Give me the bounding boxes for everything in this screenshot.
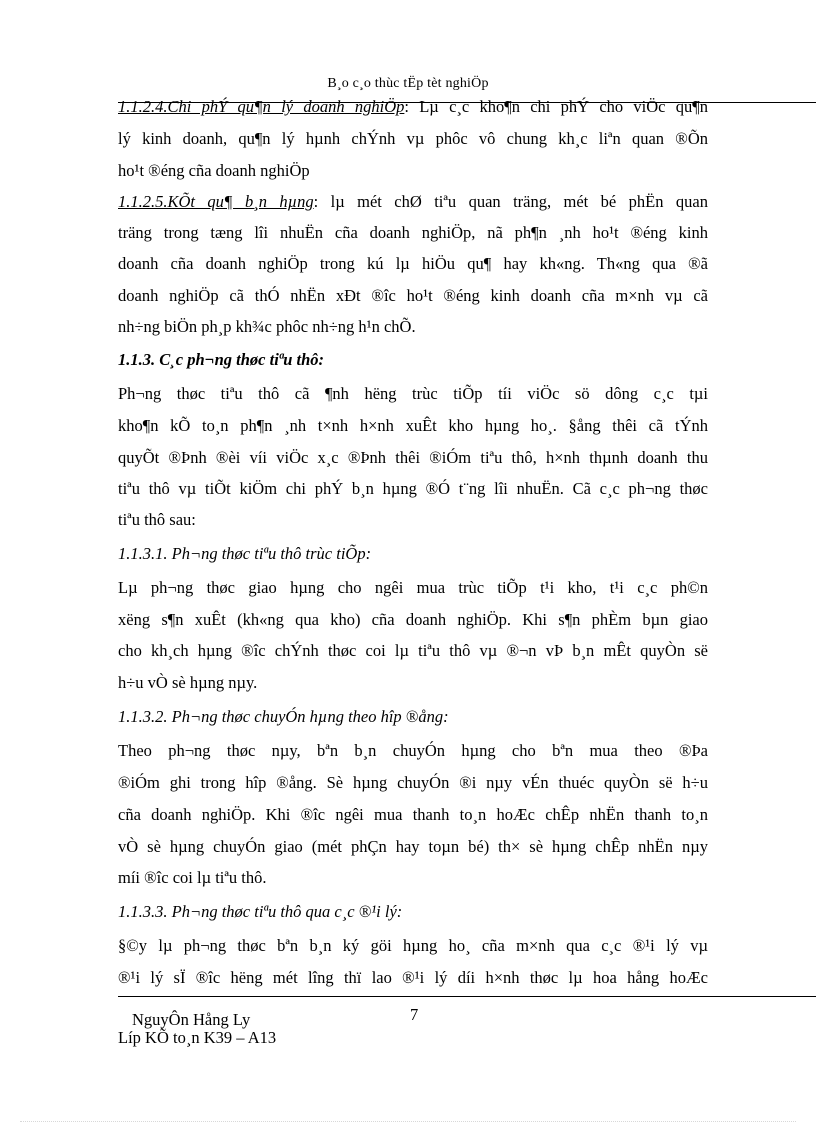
text-line bbox=[118, 478, 708, 500]
text-run: cña doanh nghiÖp. Khi ®îc ngêi mua thanh to¸n hoÆc chÊp nhËn thanh to¸n bbox=[118, 805, 708, 824]
text-run: lý kinh doanh, qu¶n lý hµnh chÝnh vµ phôc vô chung kh¸c liªn quan ®Õn bbox=[118, 129, 708, 148]
text-line bbox=[118, 191, 708, 213]
text-line bbox=[118, 867, 708, 889]
text-line bbox=[118, 383, 708, 405]
text-run: ®¹i lý sÏ ®îc hëng mét lîng thï lao ®¹i lý díi h×nh thøc lµ hoa hång hoÆc bbox=[118, 968, 708, 987]
text-line bbox=[118, 577, 708, 599]
text-line bbox=[118, 672, 708, 694]
text-run: Lµ ph¬ng thøc giao hµng cho ngêi mua trùc tiÕp t¹i kho, t¹i c¸c ph©n bbox=[118, 578, 708, 597]
page-number: 7 bbox=[410, 1005, 419, 1024]
author-name: NguyÔn Hång Ly bbox=[132, 1010, 251, 1029]
text-run: xëng s¶n xuÊt (kh«ng qua kho) cña doanh nghiÖp. Khi s¶n phÈm bµn giao bbox=[118, 610, 708, 629]
text-run: 1.1.2.5.KÕt qu¶ b¸n hµng bbox=[118, 192, 314, 211]
text-run: h÷u vÒ sè hµng nµy. bbox=[118, 673, 258, 692]
text-run: quyÕt ®Þnh ®èi víi viÖc x¸c ®Þnh thêi ®iÓm tiªu thô, h×nh thµnh doanh thu bbox=[118, 448, 708, 467]
text-run: nh÷ng biÖn ph¸p kh¾c phôc nh÷ng h¹n chÕ. bbox=[118, 317, 416, 336]
text-line bbox=[118, 836, 708, 858]
text-run: vÒ sè hµng chuyÓn giao (mét phÇn hay toµn bé) th× sè hµng chÊp nhËn nµy bbox=[118, 837, 708, 856]
text-line bbox=[118, 160, 708, 182]
text-run: tiªu thô sau: bbox=[118, 510, 196, 529]
text-run: Theo ph¬ng thøc nµy, bªn b¸n chuyÓn hµng cho bªn mua theo ®Þa bbox=[118, 741, 708, 760]
text-line bbox=[118, 447, 708, 469]
text-line bbox=[118, 285, 708, 307]
text-line bbox=[118, 316, 708, 338]
text-run: träng trong tæng lîi nhuËn cña doanh nghiÖp, nã ph¶n ¸nh ho¹t ®éng kinh bbox=[118, 223, 708, 242]
text-run: míi ®îc coi lµ tiªu thô. bbox=[118, 868, 267, 887]
text-run: doanh cña doanh nghiÖp trong kú lµ hiÖu qu¶ hay kh«ng. Th«ng qua ®ã bbox=[118, 254, 708, 273]
class-label: Líp KÕ to¸n K39 – A13 bbox=[118, 1028, 277, 1047]
text-line bbox=[118, 706, 708, 728]
text-line bbox=[118, 740, 708, 762]
text-line bbox=[118, 415, 708, 437]
page-header: B¸o c¸o thùc tËp tèt nghiÖp bbox=[327, 76, 489, 91]
text-run: 1.1.3.1. Ph¬ng thøc tiªu thô trùc tiÕp: bbox=[118, 544, 372, 563]
footer-rule bbox=[118, 996, 816, 997]
text-line bbox=[118, 640, 708, 662]
text-line bbox=[118, 901, 708, 923]
text-run: 1.1.2.4.Chi phÝ qu¶n lý doanh nghiÖp bbox=[118, 97, 405, 116]
text-run: 1.1.3.2. Ph¬ng thøc chuyÓn hµng theo hîp ®ång: bbox=[118, 707, 449, 726]
text-run: : Lµ c¸c kho¶n chi phÝ cho viÖc qu¶n bbox=[404, 97, 708, 116]
text-run: ®iÓm ghi trong hîp ®ång. Sè hµng chuyÓn ®i nµy vÉn thuéc quyÒn së h÷u bbox=[118, 773, 708, 792]
text-line bbox=[118, 543, 708, 565]
text-line bbox=[118, 253, 708, 275]
text-line bbox=[118, 349, 708, 371]
text-line bbox=[118, 509, 708, 531]
text-run: 1.1.3.3. Ph¬ng thøc tiªu thô qua c¸c ®¹i lý: bbox=[118, 902, 403, 921]
text-line bbox=[118, 609, 708, 631]
text-line bbox=[118, 804, 708, 826]
text-line bbox=[118, 96, 708, 118]
text-line bbox=[118, 128, 708, 150]
text-run: 1.1.3. C¸c ph¬ng thøc tiªu thô: bbox=[118, 350, 325, 369]
text-run: tiªu thô vµ tiÕt kiÖm chi phÝ b¸n hµng ®Ó t¨ng lîi nhuËn. Cã c¸c ph¬ng thøc bbox=[118, 479, 708, 498]
text-line bbox=[118, 935, 708, 957]
text-line bbox=[118, 222, 708, 244]
text-line bbox=[118, 967, 708, 989]
text-run: kho¶n kÕ to¸n ph¶n ¸nh t×nh h×nh xuÊt kho hµng ho¸. §ång thêi cã tÝnh bbox=[118, 416, 708, 435]
text-run: cho kh¸ch hµng ®îc chÝnh thøc coi lµ tiªu thô vµ ®¬n vÞ b¸n mÊt quyÒn së bbox=[118, 641, 708, 660]
text-run: §©y lµ ph¬ng thøc bªn b¸n ký göi hµng ho¸ cña m×nh qua c¸c ®¹i lý vµ bbox=[118, 936, 708, 955]
text-run: doanh nghiÖp cã thÓ nhËn xÐt ®îc ho¹t ®éng kinh doanh cña m×nh vµ cã bbox=[118, 286, 708, 305]
text-run: ho¹t ®éng cña doanh nghiÖp bbox=[118, 161, 310, 180]
text-run: : lµ mét chØ tiªu quan träng, mét bé phËn quan bbox=[313, 192, 708, 211]
page-edge bbox=[20, 1121, 796, 1122]
text-run: Ph¬ng thøc tiªu thô cã ¶nh hëng trùc tiÕp tíi viÖc sö dông c¸c tµi bbox=[118, 384, 708, 403]
text-line bbox=[118, 772, 708, 794]
